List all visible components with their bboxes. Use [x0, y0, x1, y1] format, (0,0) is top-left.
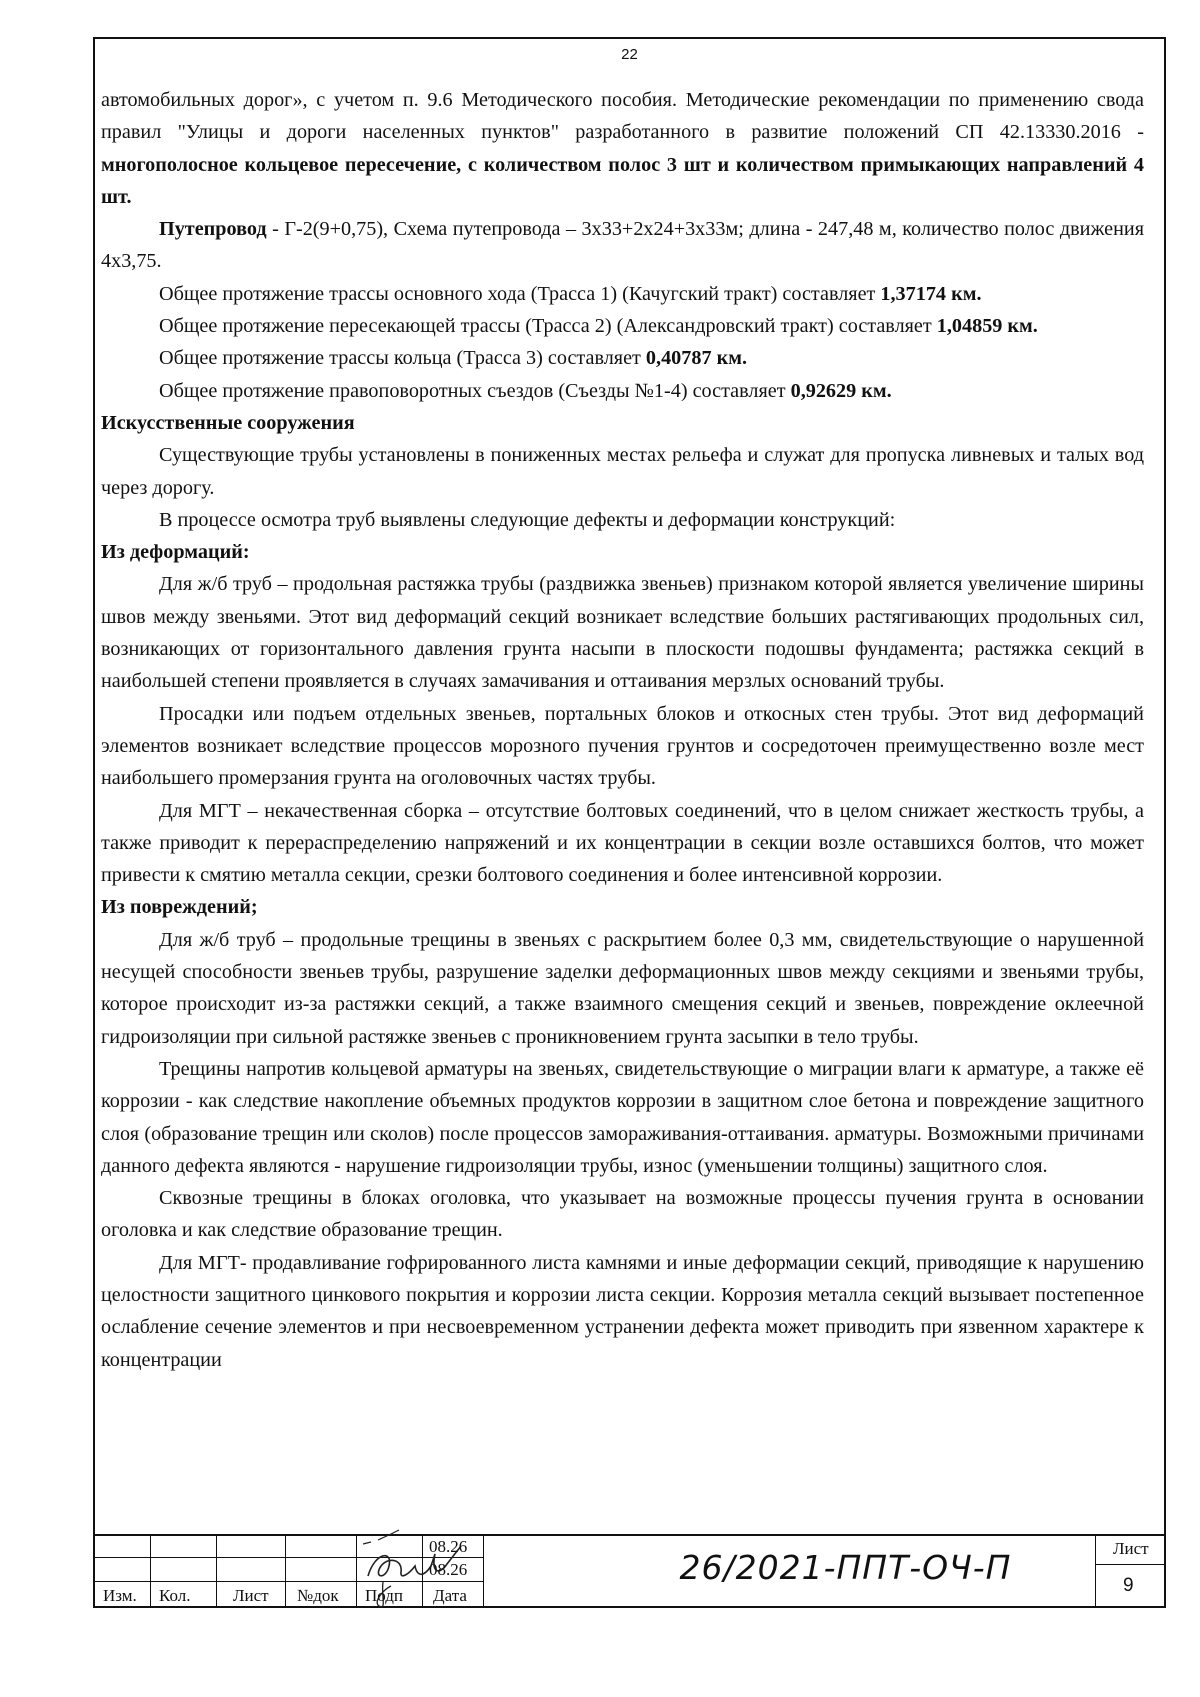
bold-text-run: Путепровод [159, 218, 267, 241]
document-body [101, 84, 1144, 1376]
body-paragraph [101, 568, 1144, 697]
body-paragraph [101, 504, 1144, 536]
body-paragraph [101, 213, 1144, 278]
stamp-col-data: Дата [433, 1586, 467, 1605]
text-run: В процессе осмотра труб выявлены следующие дефекты и деформации конструкций: [159, 508, 896, 531]
stamp-col-list: Лист [233, 1586, 269, 1605]
text-run: Для МГТ- продавливание гофрированного листа камнями и иные деформации секций, приводящие к нарушению целостности защитного цинкового покрытия и коррозии листа секции. Коррозия металла секций вызывает постепенное ослабление сечение элементов и при несвоевременном устранении дефекта может приводить при язвенном характере к концентрации [101, 1251, 1144, 1371]
body-paragraph [101, 1053, 1144, 1182]
stamp-date-row1: 08.26 [429, 1537, 468, 1556]
text-run: автомобильных дорог», с учетом п. 9.6 Методического пособия. Методические рекомендации по применению свода правил "Улицы и дороги населенных пунктов" разработанного в развитие положений СП 42.13330.2016 - [101, 89, 1144, 144]
stamp-date-row2: 08.26 [429, 1560, 468, 1579]
stamp-sheet-number: 9 [1123, 1575, 1134, 1596]
section-heading [101, 407, 1144, 439]
body-paragraph [101, 84, 1144, 213]
body-paragraph [101, 698, 1144, 795]
text-run: Общее протяжение трассы кольца (Трасса 3) составляет [159, 347, 646, 370]
bold-text-run: многополосное кольцевое пересечение, с количеством полос 3 шт и количеством примыкающих направлений 4 шт. [101, 153, 1144, 208]
text-run: - Г-2(9+0,75), Схема путепровода – 3х33+2х24+3х33м; длина - 247,48 м, количество полос движения 4х3,75. [101, 218, 1144, 273]
text-run: Сквозные трещины в блоках оголовка, что указывает на возможные процессы пучения грунта в основании оголовка и как следствие образование трещин. [101, 1187, 1144, 1242]
text-run: Для ж/б труб – продольная растяжка трубы (раздвижка звеньев) признаком которой является увеличение ширины швов между звеньями. Этот вид деформаций секций возникает вследствие больших растягивающих продольных сил, возникающих от горизонтального давления грунта насыпи в плоскости подошвы фундамента; растяжка секций в наибольшей степени проявляется в случаях замачивания и оттаивания мерзлых оснований трубы. [101, 573, 1144, 693]
body-paragraph [101, 439, 1144, 504]
body-paragraph [101, 375, 1144, 407]
text-run: Общее протяжение трассы основного хода (Трасса 1) (Качугский тракт) составляет [159, 282, 881, 305]
section-heading [101, 891, 1144, 923]
body-paragraph [101, 310, 1144, 342]
page-top-number: 22 [621, 46, 638, 63]
text-run: Для МГТ – некачественная сборка – отсутствие болтовых соединений, что в целом снижает жесткость трубы, а также приводит к перераспределению напряжений и их концентрации в секции возле оставшихся болтов, что может привести к смятию металла секции, срезки болтового соединения и более интенсивной коррозии. [101, 799, 1144, 887]
stamp-col-izm: Изм. [103, 1586, 137, 1605]
text-run: Общее протяжение пересекающей трассы (Трасса 2) (Александровский тракт) составляет [159, 315, 937, 338]
body-paragraph [101, 924, 1144, 1053]
body-paragraph [101, 278, 1144, 310]
title-block-stamp [93, 1534, 1166, 1608]
bold-text-run: 0,40787 км. [645, 347, 748, 370]
text-run: Из деформаций: [101, 541, 250, 564]
text-run: Искусственные сооружения [101, 411, 355, 434]
body-paragraph [101, 342, 1144, 374]
body-paragraph [101, 795, 1144, 892]
section-heading [101, 536, 1144, 568]
stamp-col-kol: Кол. [159, 1586, 191, 1605]
bold-text-run: 1,04859 км. [936, 315, 1038, 338]
stamp-col-podp: Подп [365, 1586, 404, 1605]
text-run: Просадки или подъем отдельных звеньев, портальных блоков и откосных стен трубы. Этот вид деформаций элементов возникает вследствие процессов морозного пучения грунтов и сосредоточен преимущественно возле мест наибольшего промерзания грунта на оголовочных частях трубы. [101, 702, 1144, 790]
bold-text-run: 0,92629 км. [790, 379, 892, 402]
text-run: Общее протяжение правоповоротных съездов (Съезды №1-4) составляет [159, 379, 791, 402]
stamp-sheet-label: Лист [1113, 1539, 1149, 1558]
body-paragraph [101, 1182, 1144, 1247]
text-run: Трещины напротив кольцевой арматуры на звеньях, свидетельствующие о миграции влаги к арматуре, а также её коррозии - как следствие накопление объемных продуктов коррозии в защитном слое бетона и повреждение защитного слоя (образование трещин или сколов) после процессов замораживания-оттаивания. арматуры. Возможными причинами данного дефекта являются - нарушение гидроизоляции трубы, износ (уменьшении толщины) защитного слоя. [101, 1057, 1144, 1177]
text-run: Существующие трубы установлены в пониженных местах рельефа и служат для пропуска ливневых и талых вод через дорогу. [101, 444, 1144, 499]
body-paragraph [101, 1247, 1144, 1376]
bold-text-run: 1,37174 км. [880, 282, 982, 305]
text-run: Для ж/б труб – продольные трещины в звеньях с раскрытием более 0,3 мм, свидетельствующие о нарушенной несущей способности звеньев трубы, разрушение заделки деформационных швов между секциями и звеньями трубы, которое происходит из-за растяжки секций, а также взаимного смещения секций и звеньев, повреждение оклеечной гидроизоляции при сильной растяжке звеньев с проникновением грунта засыпки в тело трубы. [101, 928, 1144, 1048]
text-run: Из повреждений; [101, 896, 258, 919]
document-code: 26/2021-ППТ-ОЧ-П [679, 1548, 1012, 1587]
stamp-col-ndok: №док [297, 1586, 339, 1605]
